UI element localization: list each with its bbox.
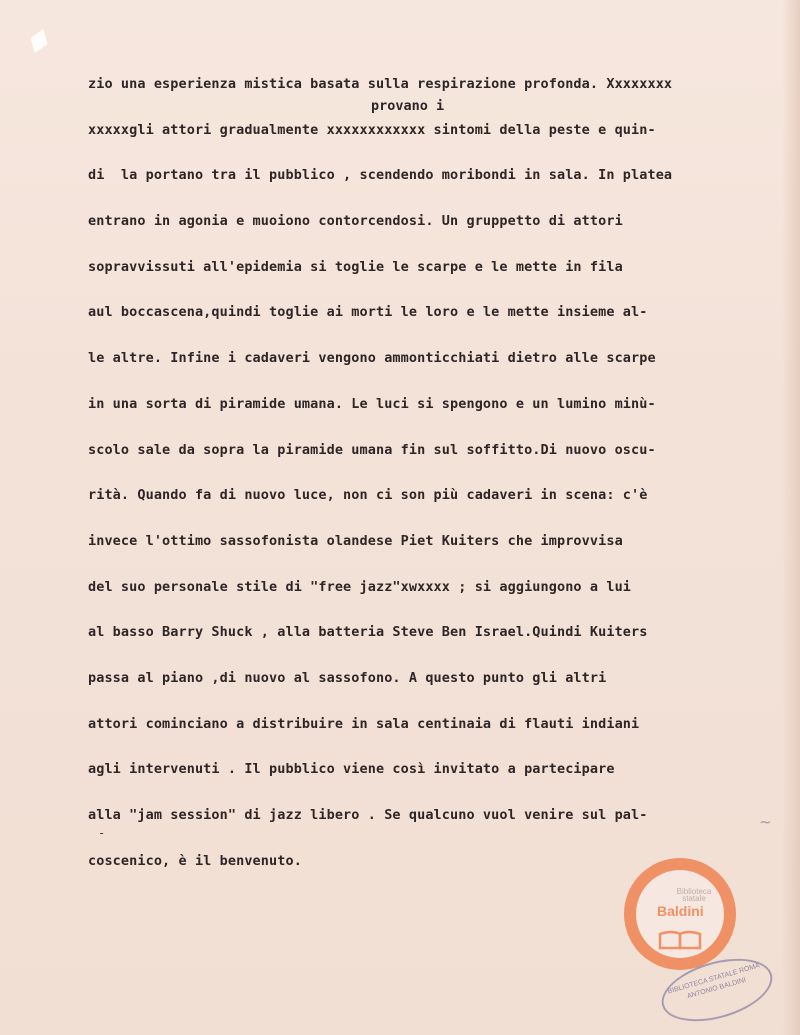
text-line: coscenico, è il benvenuto. (88, 852, 302, 869)
text-line: invece l'ottimo sassofonista olandese Piet Kuiters che improvvisa (88, 532, 623, 549)
typed-text-block (88, 64, 788, 886)
library-logo-caption: Biblioteca statale (676, 887, 712, 903)
text-line: passa al piano ,di nuovo al sassofono. A questo punto gli altri (88, 669, 607, 686)
text-line: alla "jam session" di jazz libero . Se qualcuno vuol venire sul pal- (88, 807, 648, 823)
text-line: del suo personale stile di "free jazz"xwxxxx ; si aggiungono a lui (88, 578, 632, 595)
text-line: zio una esperienza mistica basata sulla respirazione profonda. Xxxxxxxx (88, 76, 673, 92)
oval-stamp-text: BIBLIOTECA STATALE ROMA ANTONIO BALDINI (667, 962, 761, 1001)
open-book-icon (658, 928, 702, 950)
text-line: le altre. Infine i cadaveri vengono ammonticchiati dietro alle scarpe (88, 350, 656, 367)
library-logo-name: Baldini (657, 903, 704, 919)
text-line: di la portano tra il pubblico , scendendo moribondi in sala. In platea (88, 167, 673, 184)
text-line: xxxxxgli attori gradualmente xxxxxxxxxxxx sintomi della peste e quin- (88, 121, 656, 138)
margin-dash: - (98, 826, 106, 840)
text-line: al basso Barry Shuck , alla batteria Steve Ben Israel.Quindi Kuiters (88, 624, 648, 641)
text-line: rità. Quando fa di nuovo luce, non ci son più cadaveri in scena: c'è (88, 487, 648, 504)
text-line: attori cominciano a distribuire in sala centinaia di flauti indiani (88, 715, 640, 732)
library-logo-stamp (624, 858, 736, 970)
margin-scribble: ~ (760, 812, 771, 833)
interlinear-correction: provano i (371, 98, 445, 114)
text-line: sopravvissuti all'epidemia si toglie le scarpe e le mette in fila (88, 258, 623, 275)
text-line: scolo sale da sopra la piramide umana fin sul soffitto.Di nuovo oscu- (88, 441, 656, 458)
paper-tear-mark (26, 26, 52, 57)
text-line: entrano in agonia e muoiono contorcendosi. Un gruppetto di attori (88, 213, 623, 230)
text-line: agli intervenuti . Il pubblico viene così invitato a partecipare (88, 761, 615, 778)
library-logo-inner (636, 870, 724, 958)
text-line: in una sorta di piramide umana. Le luci si spengono e un lumino minù- (88, 395, 656, 412)
text-line: aul boccascena,quindi toglie ai morti le loro e le mette insieme al- (88, 304, 648, 321)
